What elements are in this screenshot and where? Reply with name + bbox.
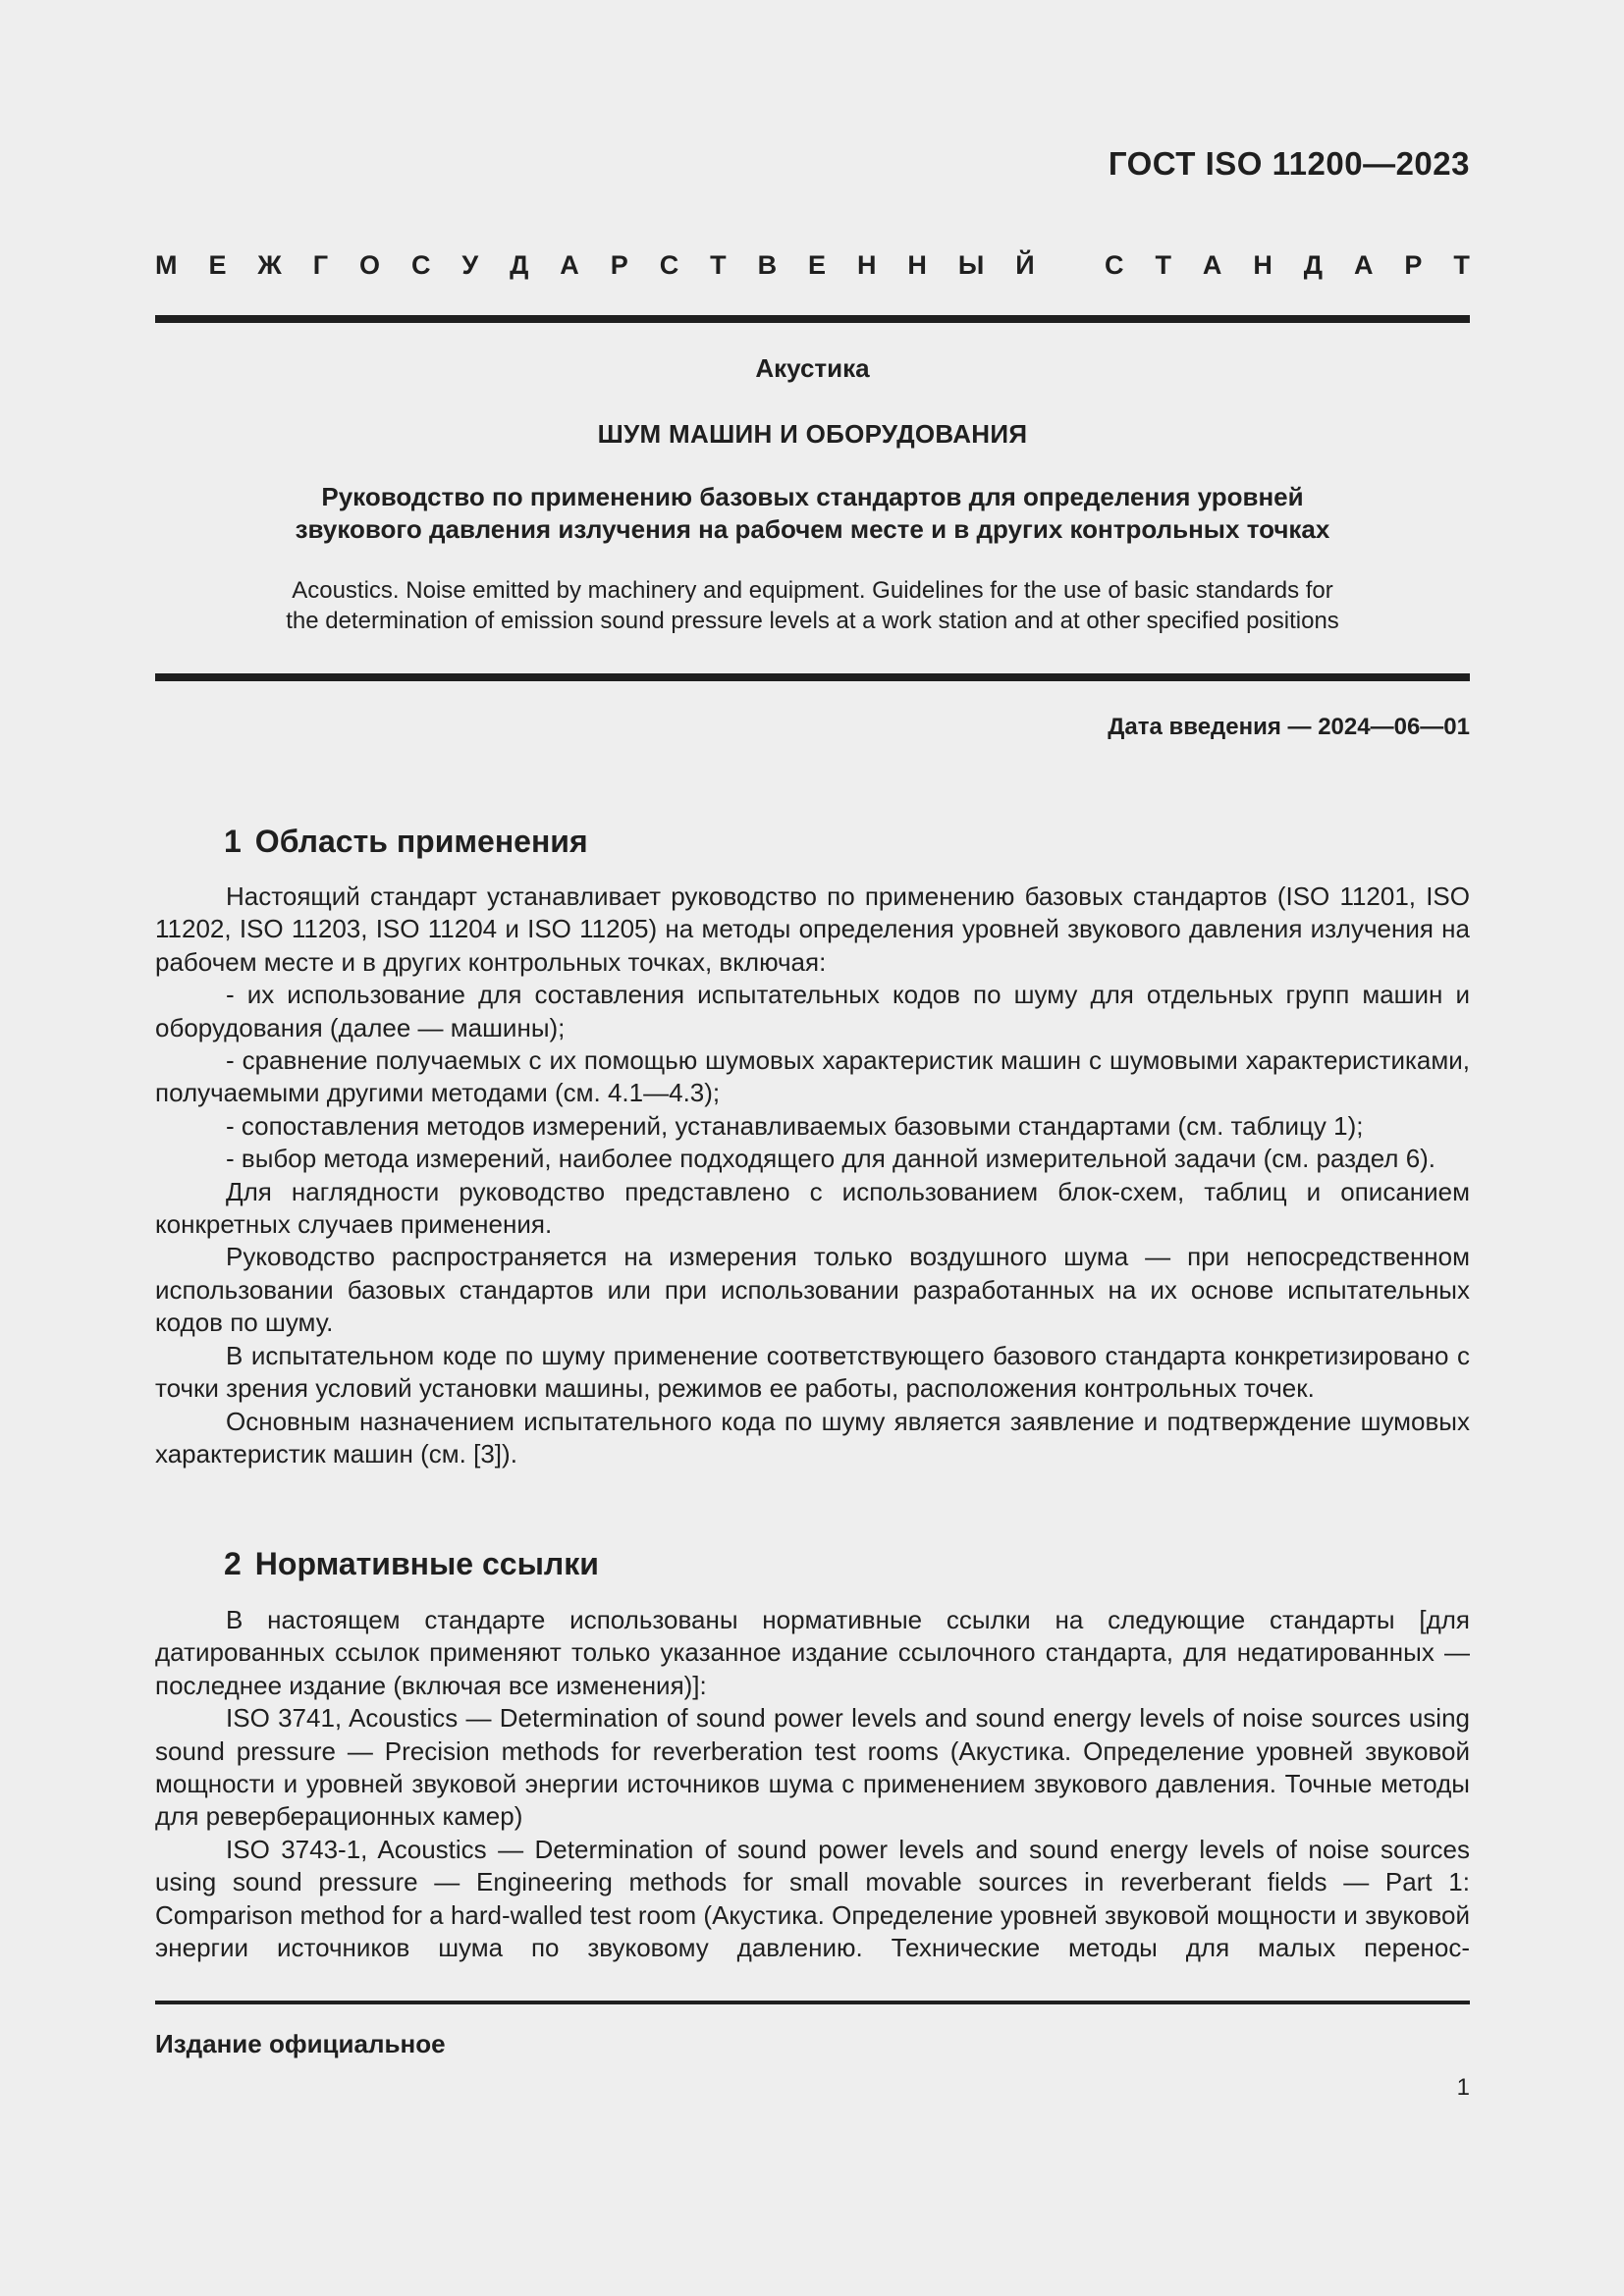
section-2-title bbox=[224, 1546, 599, 1582]
interstate-letter: О bbox=[358, 250, 380, 280]
section-1-heading: Область применения bbox=[254, 824, 588, 859]
section-1-list-item: - выбор метода измерений, наиболее подходящего для данной измерительной задачи (см. раздел 6). bbox=[226, 1144, 1436, 1174]
title-english-line1: Acoustics. Noise emitted by machinery and equipment. Guidelines for the use of basic standards for bbox=[292, 577, 1333, 604]
title-noise: ШУМ МАШИН И ОБОРУДОВАНИЯ bbox=[597, 419, 1028, 449]
interstate-letter: Д bbox=[1303, 250, 1323, 280]
interstate-letter: Т bbox=[1453, 250, 1470, 280]
interstate-letter: Ж bbox=[257, 250, 282, 280]
official-publication-label: Издание официальное bbox=[155, 2029, 446, 2058]
section-1-paragraph: Руководство распространяется на измерения только воздушного шума — при непосредственном использовании базовых стандартов или при использовании разработанных на их основе испытательных кодов по шуму. bbox=[155, 1242, 1470, 1338]
section-1-paragraph: В испытательном коде по шуму применение соответствующего базового стандарта конкретизировано с точки зрения условий установки машины, режимов ее работы, расположения контрольных точек. bbox=[155, 1340, 1470, 1404]
interstate-letter: Н bbox=[856, 250, 877, 280]
interstate-letter: А bbox=[1202, 250, 1222, 280]
section-2-body bbox=[155, 1604, 1470, 1964]
title-guide bbox=[155, 481, 1470, 546]
interstate-letter: Н bbox=[907, 250, 927, 280]
header-rule bbox=[155, 315, 1470, 323]
section-1-paragraph: Настоящий стандарт устанавливает руководство по применению базовых стандартов (ISO 11201, ISO 11202, ISO 11203, ISO 11204 и ISO 11205) на методы определения уровней звукового давления излучения на рабочем месте и в других контрольных точках, включая: bbox=[155, 881, 1470, 977]
interstate-letter: Д bbox=[510, 250, 529, 280]
interstate-letter: Р bbox=[610, 250, 628, 280]
interstate-letter: С bbox=[659, 250, 679, 280]
interstate-letter: С bbox=[410, 250, 431, 280]
interstate-letter: В bbox=[757, 250, 778, 280]
interstate-letter: Ы bbox=[957, 250, 985, 280]
section-2-paragraph: В настоящем стандарте использованы нормативные ссылки на следующие стандарты [для датированных ссылок применяют только указанное издание ссылочного стандарта, для недатированных — последнее издание (включая все изменения)]: bbox=[155, 1605, 1470, 1700]
page-number: 1 bbox=[1456, 2074, 1470, 2101]
title-english-line2: the determination of emission sound pressure levels at a work station and at other specified positions bbox=[286, 608, 1339, 634]
interstate-letter: Н bbox=[1253, 250, 1272, 280]
introduction-date: Дата введения — 2024—06—01 bbox=[1108, 714, 1470, 740]
title-rule bbox=[155, 673, 1470, 681]
interstate-letter: А bbox=[560, 250, 579, 280]
title-english bbox=[155, 575, 1470, 636]
interstate-word-gap bbox=[1066, 250, 1074, 281]
section-2-reference: ISO 3743-1, Acoustics — Determination of sound power levels and sound energy levels of noise sources using sound pressure — Engineering methods for small movable sources in reverberant fields — Part 1: Comparison method for a hard-walled test room (Акустика. Определение уровней звуковой мощности и звуковой энергии источников шума по звуковому давлению. Технические методы для малых перенос- bbox=[155, 1834, 1470, 1963]
interstate-letter: Г bbox=[312, 250, 329, 280]
title-guide-line2: звукового давления излучения на рабочем месте и в других контрольных точках bbox=[295, 514, 1330, 544]
section-1-number: 1 bbox=[224, 824, 242, 859]
section-1-title bbox=[224, 824, 588, 860]
title-guide-line1: Руководство по применению базовых стандартов для определения уровней bbox=[321, 482, 1304, 511]
interstate-letter: У bbox=[461, 250, 479, 280]
section-1-list-item: - сравнение получаемых с их помощью шумовых характеристик машин с шумовыми характеристиками, получаемыми другими методами (см. 4.1—4.3); bbox=[155, 1045, 1470, 1108]
gost-number: ГОСТ ISO 11200—2023 bbox=[1108, 145, 1470, 182]
footer-rule bbox=[155, 2001, 1470, 2004]
section-1-list-item: - сопоставления методов измерений, устанавливаемых базовыми стандартами (см. таблицу 1); bbox=[226, 1110, 1364, 1141]
interstate-letter: Е bbox=[808, 250, 827, 280]
interstate-letter: Т bbox=[710, 250, 727, 280]
section-2-number: 2 bbox=[224, 1546, 242, 1581]
interstate-letter: А bbox=[1353, 250, 1374, 280]
section-1-paragraph: Для наглядности руководство представлено с использованием блок-схем, таблиц и описанием конкретных случаев применения. bbox=[155, 1176, 1470, 1240]
interstate-letter: Р bbox=[1404, 250, 1423, 280]
section-2-heading: Нормативные ссылки bbox=[254, 1546, 599, 1581]
interstate-letter: Т bbox=[1155, 250, 1171, 280]
title-acoustics: Акустика bbox=[755, 353, 870, 383]
section-2-reference: ISO 3741, Acoustics — Determination of sound power levels and sound energy levels of noise sources using sound pressure — Precision methods for reverberation test rooms (Акустика. Определение уровней звуковой мощности и уровней звуковой энергии источников шума с применением звукового давления. Точные методы для реверберационных камер) bbox=[155, 1703, 1470, 1832]
interstate-letter: Й bbox=[1015, 250, 1035, 280]
interstate-standard-heading bbox=[155, 250, 1470, 281]
section-1-body bbox=[155, 881, 1470, 1470]
section-1-paragraph: Основным назначением испытательного кода по шуму является заявление и подтверждение шумовых характеристик машин (см. [3]). bbox=[155, 1406, 1470, 1468]
interstate-letter: М bbox=[155, 250, 178, 280]
interstate-letter: Е bbox=[208, 250, 227, 280]
interstate-letter: С bbox=[1105, 250, 1124, 280]
section-1-list-item: - их использование для составления испытательных кодов по шуму для отдельных групп машин и оборудования (далее — машины); bbox=[155, 980, 1470, 1042]
